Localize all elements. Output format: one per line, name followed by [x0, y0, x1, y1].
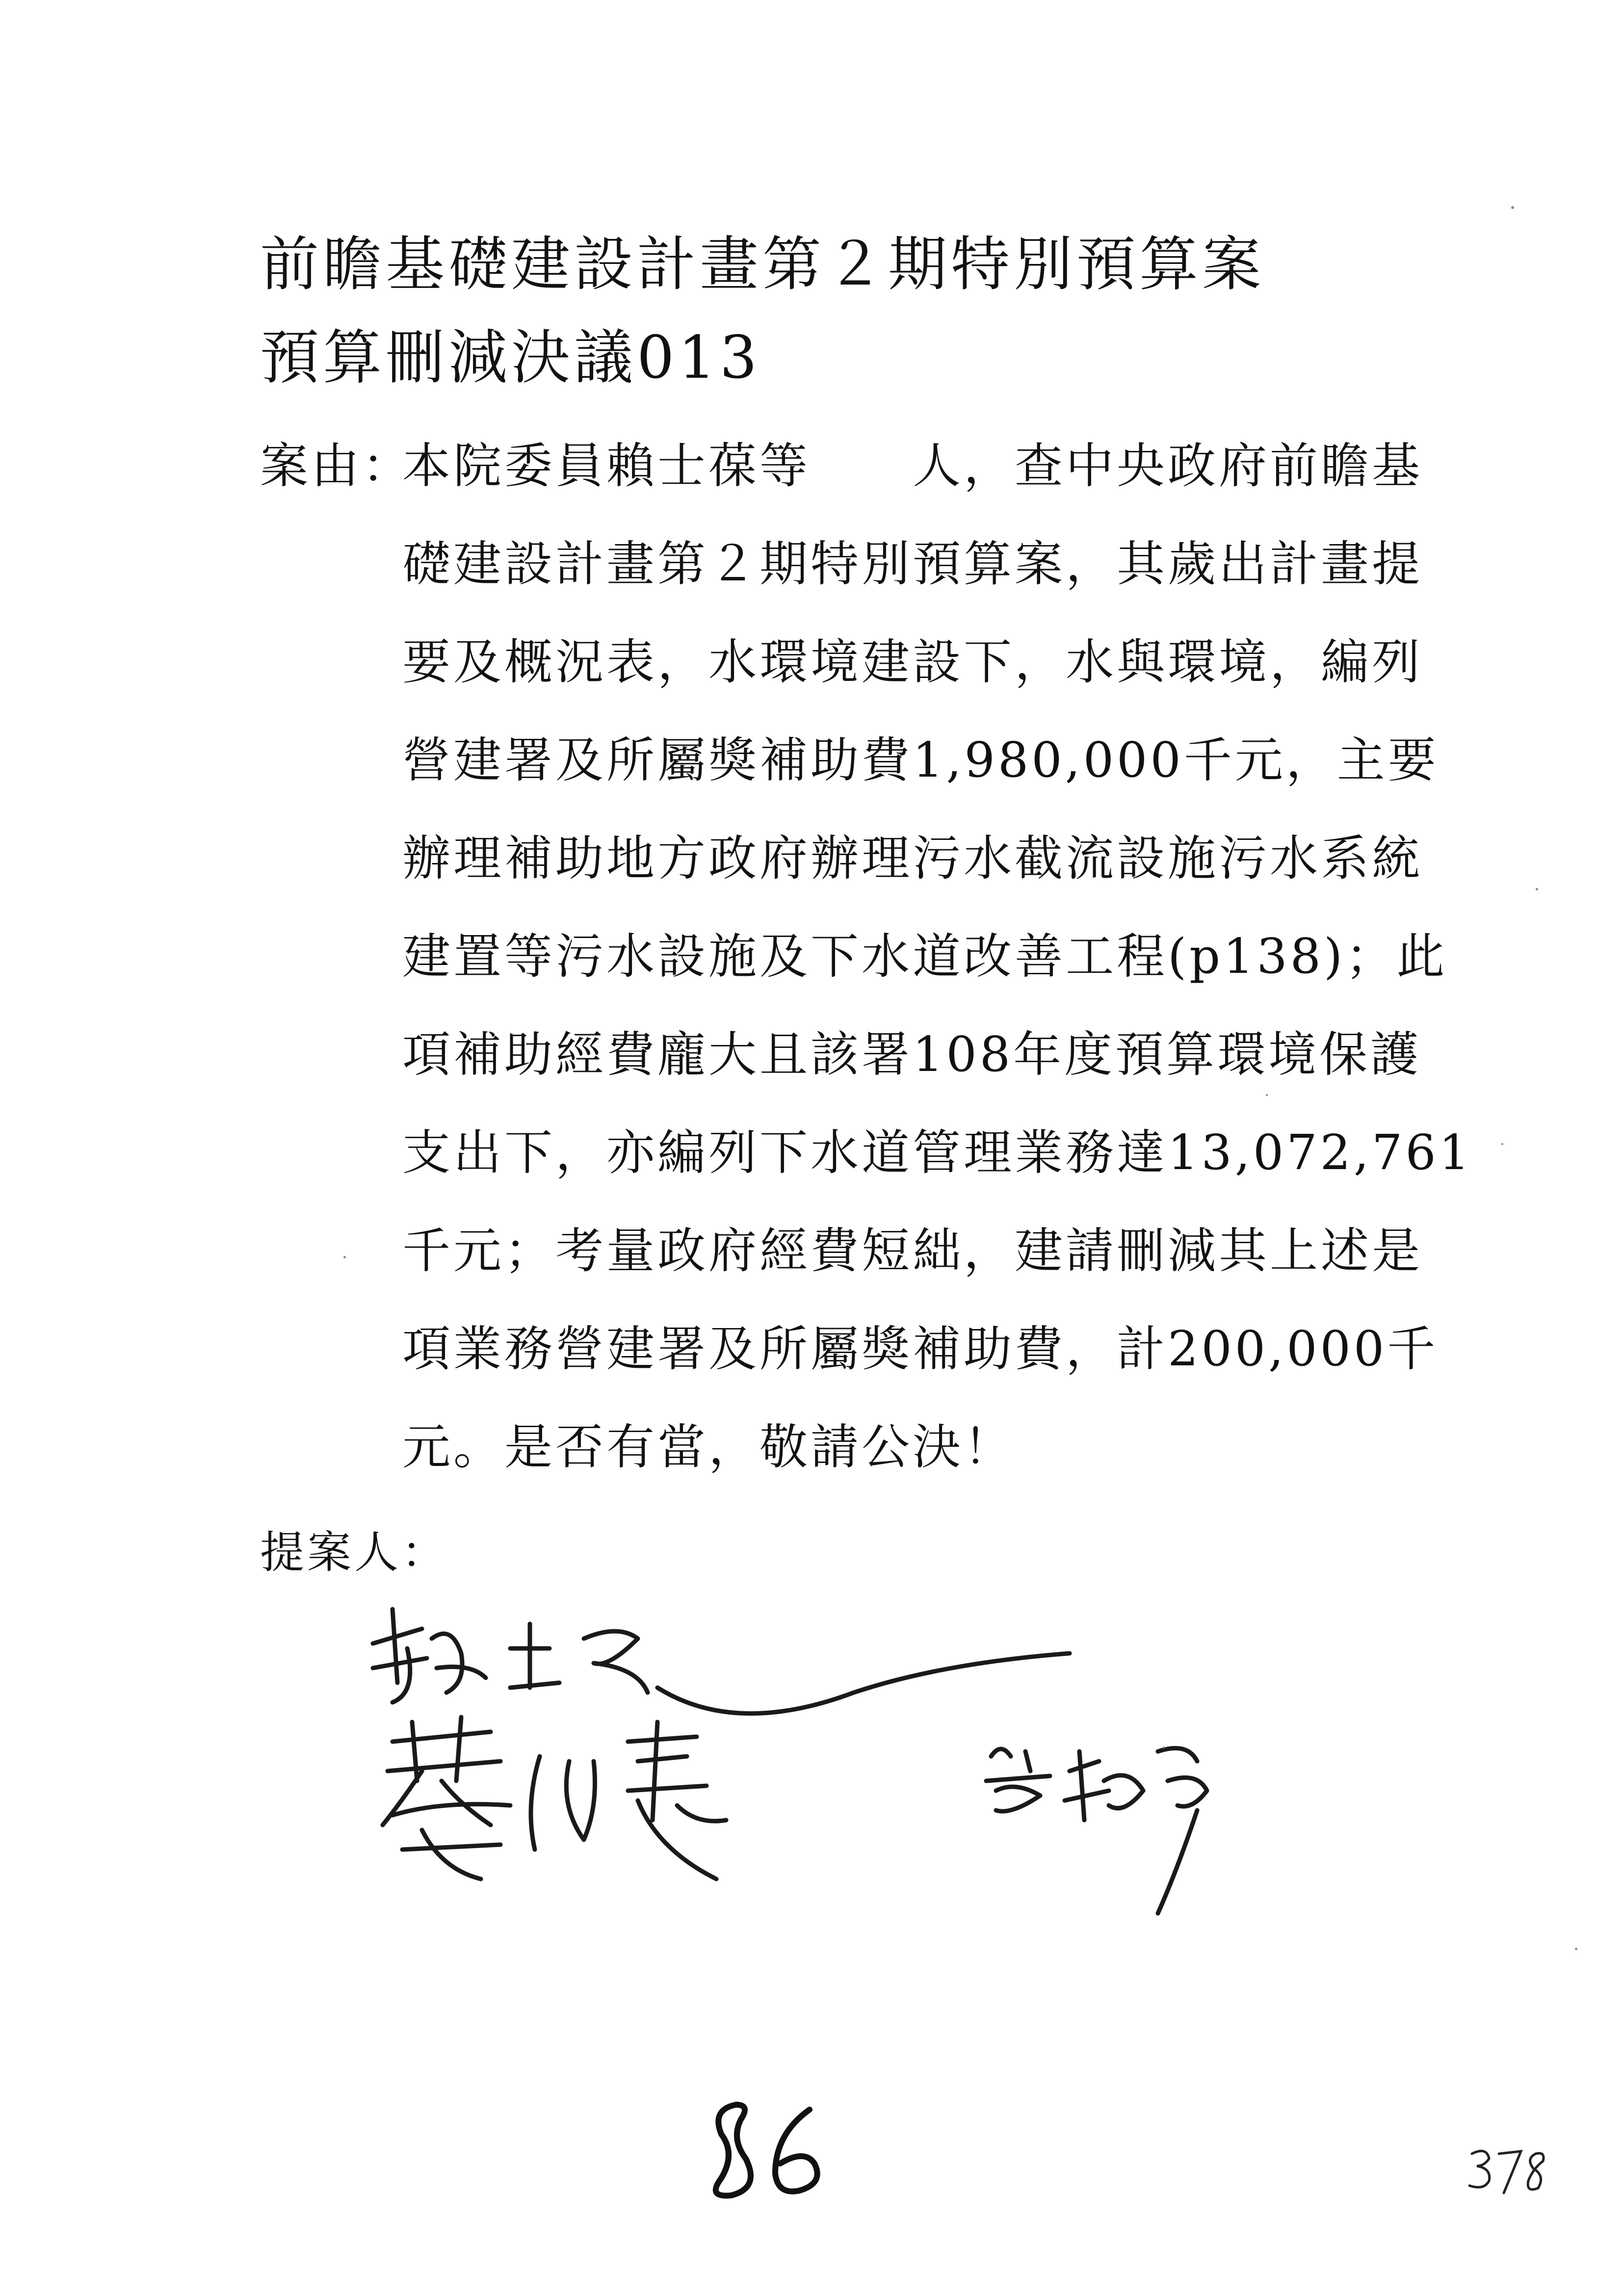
scan-speck: [1163, 1747, 1165, 1748]
proposer-label: 提案人：: [260, 1527, 448, 1578]
scan-speck: [1536, 888, 1538, 890]
reason-line-8: 支出下，亦編列下水道管理業務達13,072,761: [402, 1125, 1473, 1181]
scan-speck: [1511, 206, 1514, 209]
reason-line-4: 營建署及所屬獎補助費1,980,000千元，主要: [402, 732, 1439, 788]
reason-line-2: 礎建設計畫第２期特別預算案，其歲出計畫提: [402, 536, 1423, 592]
document-title-line-1: 前瞻基礎建設計畫第２期特別預算案: [260, 231, 1265, 299]
reason-line-5: 辦理補助地方政府辦理污水截流設施污水系統: [402, 831, 1423, 887]
handwritten-signatures: [363, 1594, 1344, 2036]
signature-3: [986, 1748, 1207, 1913]
reason-line-10: 項業務營建署及所屬獎補助費，計200,000千: [402, 1321, 1439, 1377]
handwritten-stamp-number: [1462, 2134, 1560, 2203]
reason-line-11: 元。是否有當，敬請公決！: [402, 1419, 1015, 1475]
scan-speck: [1266, 1094, 1268, 1096]
reason-line-3: 要及概況表，水環境建設下，水與環境，編列: [402, 634, 1423, 690]
signature-1: [373, 1609, 1070, 1714]
signature-2: [383, 1717, 726, 1879]
scan-speck: [1575, 1948, 1577, 1950]
document-title-line-2: 預算刪減決議013: [260, 324, 761, 392]
reason-line-7: 項補助經費龐大且該署108年度預算環境保護: [402, 1027, 1422, 1083]
scan-speck: [1501, 1143, 1503, 1145]
reason-label: 案由：: [260, 438, 414, 494]
reason-line-9: 千元；考量政府經費短絀，建請刪減其上述是: [402, 1223, 1423, 1279]
handwritten-page-number: [702, 2090, 849, 2203]
reason-line-1: 本院委員賴士葆等 人，查中央政府前瞻基: [402, 438, 1423, 494]
reason-line-6: 建置等污水設施及下水道改善工程(p138)；此: [402, 929, 1448, 985]
scan-speck: [343, 1256, 346, 1258]
